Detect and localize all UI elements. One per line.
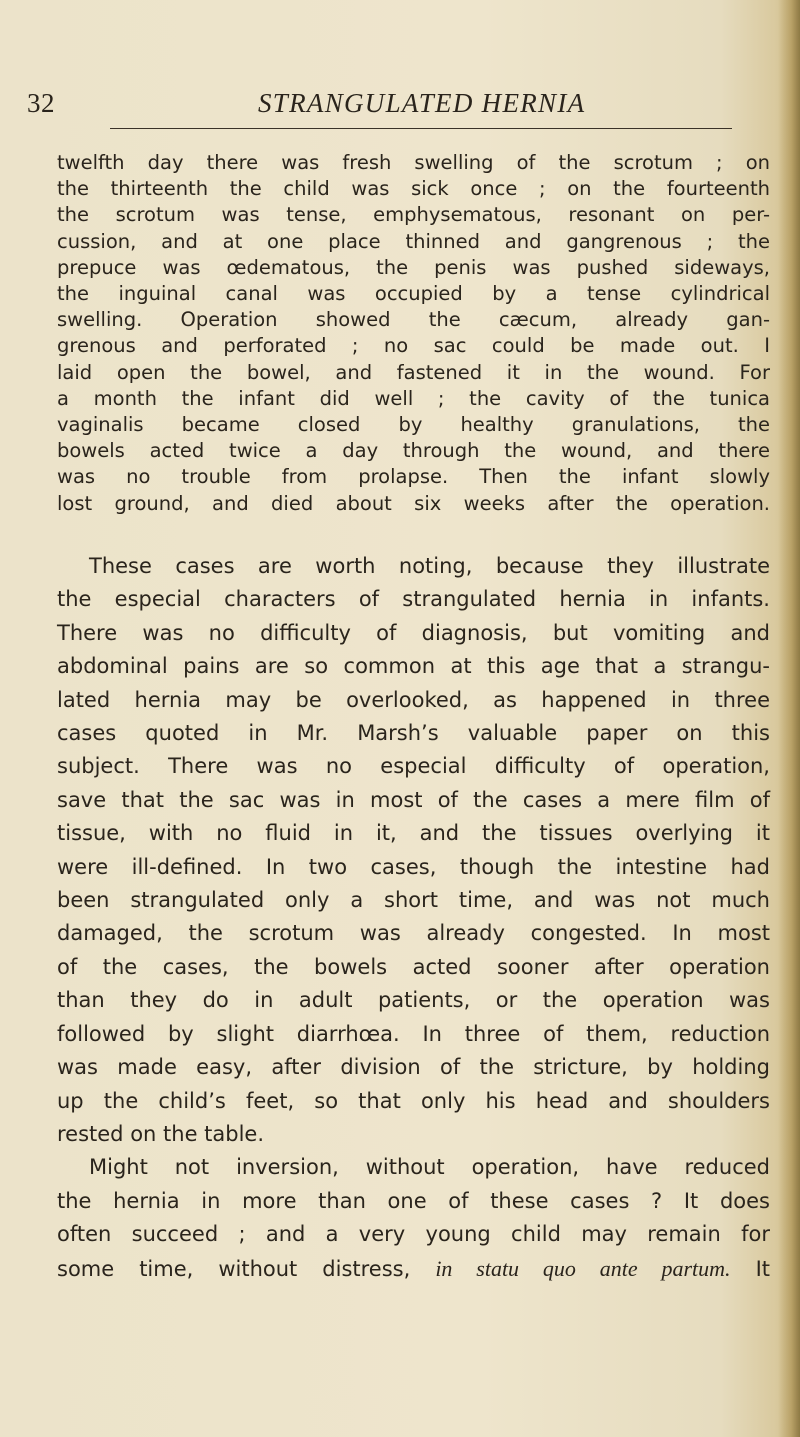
page-number: 32 bbox=[27, 88, 55, 118]
text-line: twelfth day there was fresh swelling of the scrotum ; on bbox=[57, 151, 770, 174]
text-line: grenous and perforated ; no sac could be made out. I bbox=[57, 334, 770, 358]
text-line: prepuce was œdematous, the penis was pushed sideways, bbox=[57, 255, 770, 279]
header-rule bbox=[110, 128, 732, 129]
text-line: the scrotum was tense, emphysematous, resonant on per- bbox=[57, 203, 770, 227]
text-line: abdominal pains are so common at this age that a strangu- bbox=[57, 654, 770, 679]
text-line: rested on the table. bbox=[57, 1121, 265, 1146]
text-line: were ill-defined. In two cases, though the intestine had bbox=[57, 854, 770, 879]
text-line: up the child’s feet, so that only his head and shoulders bbox=[57, 1088, 770, 1113]
text-line: the especial characters of strangulated hernia in infants. bbox=[57, 587, 770, 612]
text-line: lated hernia may be overlooked, as happened in three bbox=[57, 687, 770, 712]
page-header bbox=[0, 88, 800, 128]
text-line: bowels acted twice a day through the wound, and there bbox=[57, 439, 770, 463]
text-line-with-italic bbox=[57, 1252, 770, 1286]
paragraph-discussion bbox=[57, 550, 770, 1286]
text-line: tissue, with no fluid in it, and the tissues overlying it bbox=[57, 821, 770, 846]
text-line: save that the sac was in most of the cases a mere film of bbox=[57, 787, 770, 812]
text-line: lost ground, and died about six weeks after the operation. bbox=[57, 491, 770, 515]
text-line: of the cases, the bowels acted sooner after operation bbox=[57, 954, 770, 979]
page-edge-shadow bbox=[778, 0, 800, 1437]
text-line: Might not inversion, without operation, have reduced bbox=[89, 1155, 770, 1180]
text-line: damaged, the scrotum was already congested. In most bbox=[57, 921, 770, 946]
text-line: a month the infant did well ; the cavity of the tunica bbox=[57, 386, 770, 410]
paragraph-case-report bbox=[57, 150, 770, 517]
text-line: the thirteenth the child was sick once ; on the fourteenth bbox=[57, 177, 770, 201]
text-line: often succeed ; and a very young child may remain for bbox=[57, 1222, 770, 1247]
text-line: vaginalis became closed by healthy granulations, the bbox=[57, 413, 770, 437]
text-line: was made easy, after division of the stricture, by holding bbox=[57, 1055, 770, 1080]
text-line: There was no difficulty of diagnosis, but vomiting and bbox=[57, 620, 770, 645]
text-run: some time, without distress, bbox=[57, 1256, 436, 1281]
text-line: been strangulated only a short time, and was not much bbox=[57, 888, 770, 913]
text-line: was no trouble from prolapse. Then the infant slowly bbox=[57, 465, 770, 489]
text-line: the inguinal canal was occupied by a tense cylindrical bbox=[57, 282, 770, 306]
text-line: cases quoted in Mr. Marsh’s valuable paper on this bbox=[57, 721, 770, 746]
text-line: These cases are worth noting, because they illustrate bbox=[89, 554, 770, 578]
text-line: cussion, and at one place thinned and gangrenous ; the bbox=[57, 229, 770, 253]
running-head: STRANGULATED HERNIA bbox=[258, 88, 586, 118]
text-line: followed by slight diarrhœa. In three of them, reduction bbox=[57, 1021, 770, 1046]
italic-phrase: in statu quo ante partum. bbox=[435, 1255, 731, 1281]
text-run: It bbox=[730, 1256, 770, 1281]
text-line: laid open the bowel, and fastened it in the wound. For bbox=[57, 360, 770, 384]
text-line: swelling. Operation showed the cæcum, already gan- bbox=[57, 308, 770, 332]
text-line: the hernia in more than one of these cases ? It does bbox=[57, 1188, 770, 1213]
text-line: subject. There was no especial difficulty of operation, bbox=[57, 754, 770, 779]
text-line: than they do in adult patients, or the operation was bbox=[57, 988, 770, 1013]
